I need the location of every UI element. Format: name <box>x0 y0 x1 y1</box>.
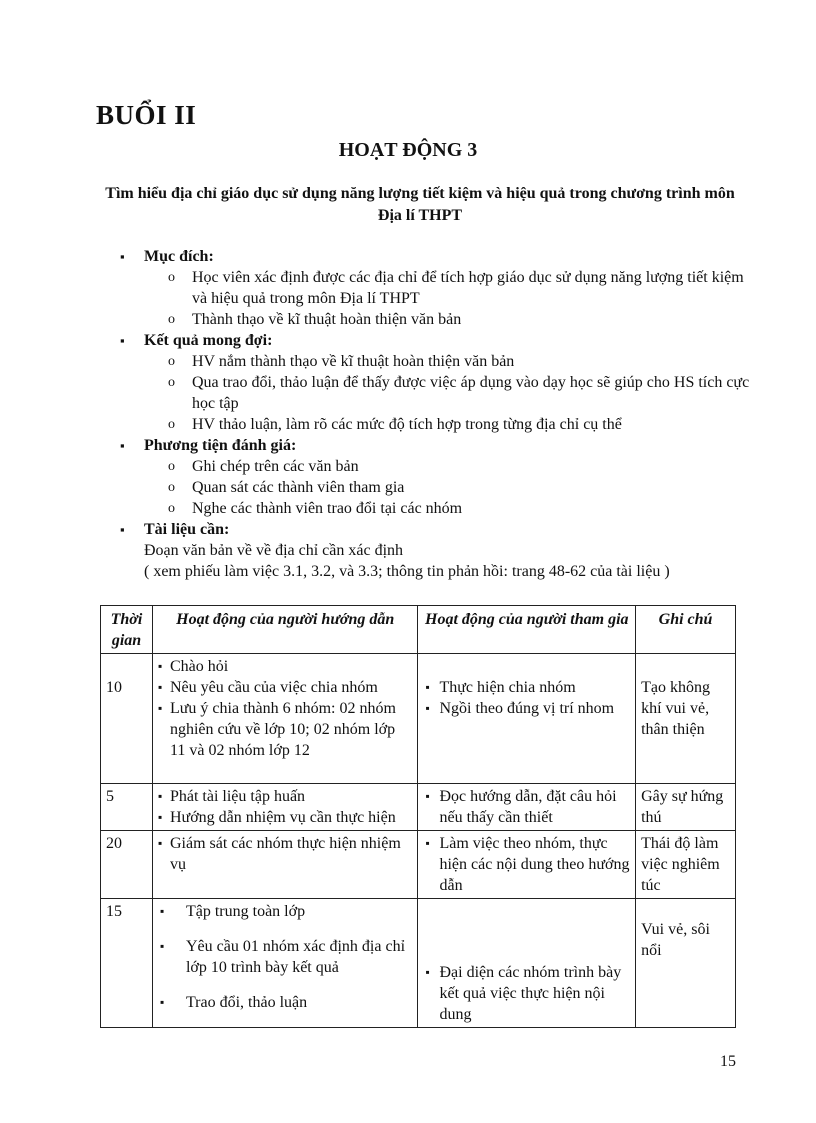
table-row <box>101 899 736 1028</box>
activity-plan-table <box>100 605 736 1028</box>
circle-bullet-icon: o <box>168 270 175 285</box>
participant-cell <box>418 784 636 831</box>
purpose-item-text: Học viên xác định được các địa chỉ để tích hợp giáo dục sử dụng năng lượng tiết kiệm và hiệu quả trong môn Địa lí THPT <box>192 269 744 307</box>
header-note: Ghi chú <box>636 606 736 654</box>
note-cell: Gây sự hứng thú <box>636 784 736 831</box>
expected-item <box>120 351 760 372</box>
circle-bullet-icon: o <box>168 501 175 516</box>
purpose-section <box>120 246 760 330</box>
guide-cell <box>152 784 418 831</box>
participant-item: ▪ Đọc hướng dẫn, đặt câu hỏi nếu thấy cần thiết <box>423 786 630 828</box>
time-cell: 10 <box>101 654 153 784</box>
expected-item <box>120 372 760 414</box>
assessment-heading: ▪ Phương tiện đánh giá: <box>120 435 760 456</box>
guide-item: ▪ Trao đổi, thảo luận <box>158 992 413 1013</box>
table-header-row <box>101 606 736 654</box>
guide-item: ▪ Phát tài liệu tập huấn <box>158 786 413 807</box>
guide-item: ▪ Lưu ý chia thành 6 nhóm: 02 nhóm nghiên cứu về lớp 10; 02 nhóm lớp 11 và 02 nhóm lớp 12 <box>158 698 413 761</box>
expected-item-text: HV nắm thành thạo về kĩ thuật hoàn thiện văn bản <box>192 353 515 370</box>
circle-bullet-icon: o <box>168 354 175 369</box>
note-cell: Vui vẻ, sôi nổi <box>636 899 736 1028</box>
circle-bullet-icon: o <box>168 312 175 327</box>
expected-item-text: HV thảo luận, làm rõ các mức độ tích hợp trong từng địa chỉ cụ thể <box>192 416 622 433</box>
materials-heading: ▪ Tài liệu cần: <box>120 519 760 540</box>
note-cell: Tạo không khí vui vẻ, thân thiện <box>636 654 736 784</box>
header-time: Thời gian <box>101 606 153 654</box>
participant-cell <box>418 654 636 784</box>
purpose-item-text: Thành thạo về kĩ thuật hoàn thiện văn bản <box>192 311 462 328</box>
circle-bullet-icon: o <box>168 480 175 495</box>
assessment-item <box>120 456 760 477</box>
guide-cell <box>152 654 418 784</box>
materials-reference: ( xem phiếu làm việc 3.1, 3.2, và 3.3; thông tin phản hồi: trang 48-62 của tài liệu ) <box>144 563 670 580</box>
circle-bullet-icon: o <box>168 375 175 390</box>
assessment-item-text: Nghe các thành viên trao đổi tại các nhóm <box>192 500 463 517</box>
time-cell: 5 <box>101 784 153 831</box>
expected-item-text: Qua trao đổi, thảo luận để thấy được việc áp dụng vào dạy học sẽ giúp cho HS tích cực học tập <box>192 374 750 412</box>
assessment-section <box>120 435 760 519</box>
table-row <box>101 784 736 831</box>
time-cell: 15 <box>101 899 153 1028</box>
table-row <box>101 654 736 784</box>
guide-item: ▪ Giám sát các nhóm thực hiện nhiệm vụ <box>158 833 413 875</box>
guide-item: ▪ Yêu cầu 01 nhóm xác định địa chỉ lớp 10 trình bày kết quả <box>158 936 413 978</box>
topic-heading: Tìm hiểu địa chỉ giáo dục sử dụng năng lượng tiết kiệm và hiệu quả trong chương trình môn Địa lí THPT <box>105 185 735 224</box>
session-title: BUỔI II <box>96 100 197 130</box>
activity-title: HOẠT ĐỘNG 3 <box>338 139 478 161</box>
guide-cell <box>152 831 418 899</box>
materials-line: Đoạn văn bản về về địa chỉ cần xác định <box>144 542 404 559</box>
participant-item: ▪ Ngồi theo đúng vị trí nhom <box>423 698 630 719</box>
assessment-item <box>120 477 760 498</box>
activity-sections <box>120 246 760 582</box>
header-guide-activity: Hoạt động của người hướng dẫn <box>152 606 418 654</box>
guide-item: ▪ Tập trung toàn lớp <box>158 901 413 922</box>
participant-item: ▪ Thực hiện chia nhóm <box>423 677 630 698</box>
expected-item <box>120 414 760 435</box>
circle-bullet-icon: o <box>168 417 175 432</box>
assessment-item-text: Ghi chép trên các văn bản <box>192 458 359 475</box>
expected-heading: ▪ Kết quả mong đợi: <box>120 330 760 351</box>
expected-section <box>120 330 760 435</box>
purpose-item <box>120 309 760 330</box>
header-participant-activity: Hoạt động của người tham gia <box>418 606 636 654</box>
participant-cell <box>418 899 636 1028</box>
assessment-item <box>120 498 760 519</box>
assessment-item-text: Quan sát các thành viên tham gia <box>192 479 405 496</box>
guide-cell <box>152 899 418 1028</box>
guide-item: ▪ Nêu yêu cầu của việc chia nhóm <box>158 677 413 698</box>
table-row <box>101 831 736 899</box>
time-cell: 20 <box>101 831 153 899</box>
page-number: 15 <box>720 1053 736 1070</box>
purpose-item <box>120 267 760 309</box>
participant-item: ▪ Đại diện các nhóm trình bày kết quả việc thực hiện nội dung <box>423 962 630 1025</box>
circle-bullet-icon: o <box>168 459 175 474</box>
guide-item: ▪ Chào hỏi <box>158 656 413 677</box>
participant-cell <box>418 831 636 899</box>
guide-item: ▪ Hướng dẫn nhiệm vụ cần thực hiện <box>158 807 413 828</box>
purpose-heading: ▪ Mục đích: <box>120 246 760 267</box>
participant-item: ▪ Làm việc theo nhóm, thực hiện các nội dung theo hướng dẫn <box>423 833 630 896</box>
materials-section <box>120 519 760 582</box>
note-cell: Thái độ làm việc nghiêm túc <box>636 831 736 899</box>
